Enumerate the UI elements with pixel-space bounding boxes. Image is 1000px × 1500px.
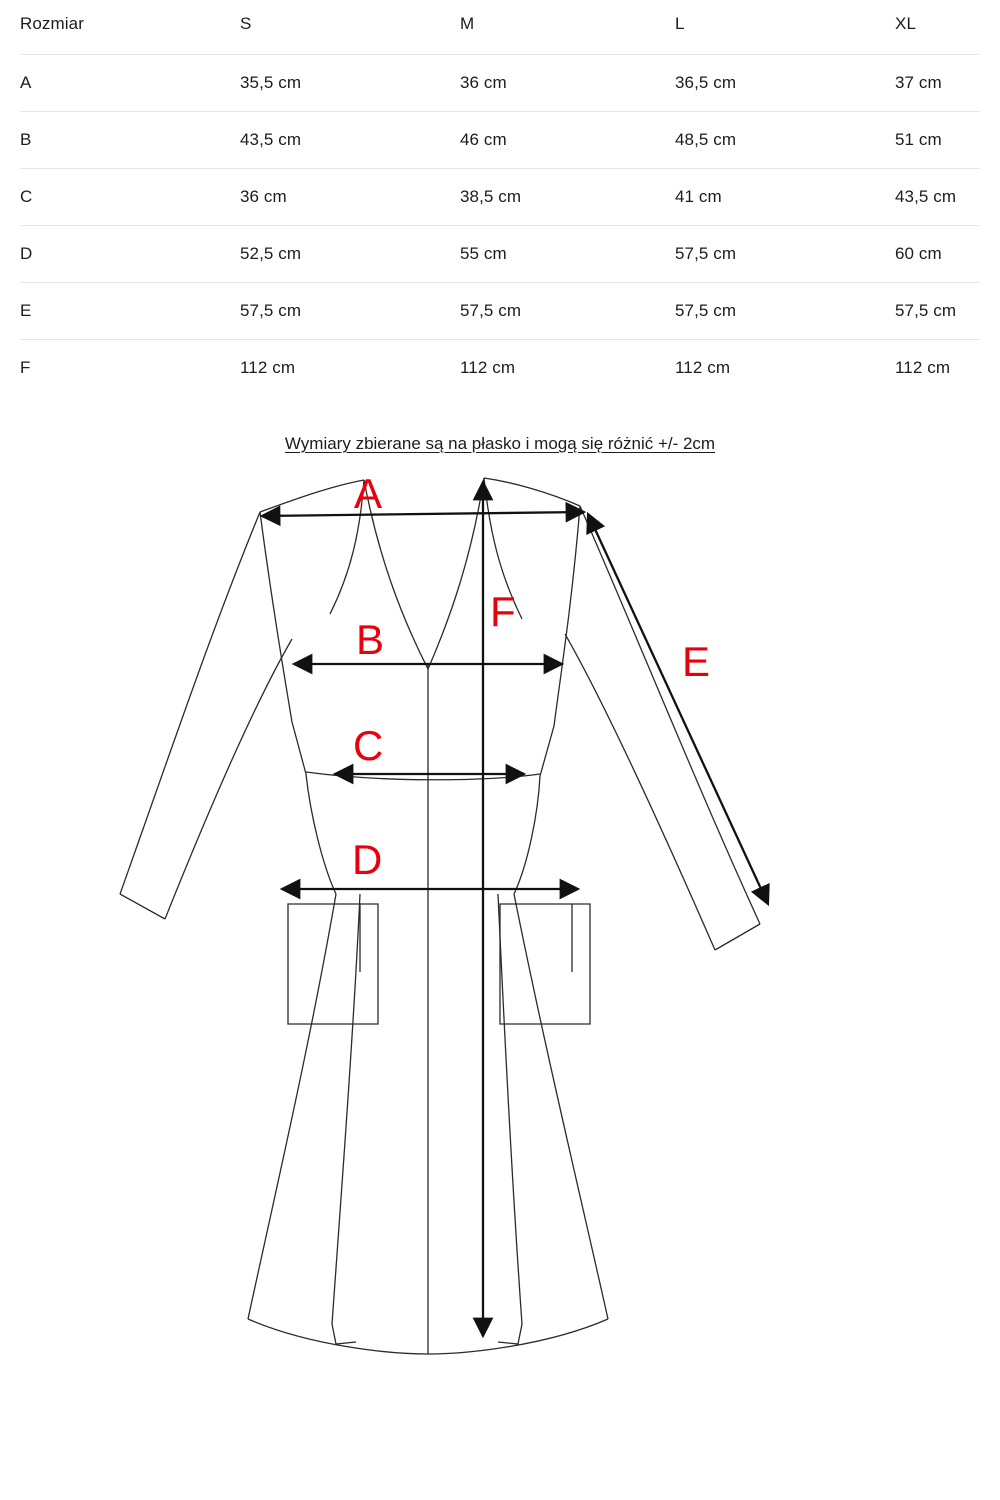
label-e: E	[682, 638, 711, 685]
cell-l: 112 cm	[675, 358, 731, 377]
cell-s: 57,5 cm	[240, 283, 460, 340]
column-header-s: S	[240, 0, 460, 55]
column-header-xl: XL	[895, 0, 980, 55]
table-row	[20, 55, 980, 112]
row-label: F	[20, 358, 31, 377]
table-row	[20, 169, 980, 226]
label-b: B	[356, 616, 385, 663]
table-row	[20, 226, 980, 283]
arrow-e	[588, 514, 768, 904]
cell-l: 57,5 cm	[675, 283, 895, 340]
cell-m: 46 cm	[460, 112, 675, 169]
row-label: B	[20, 112, 240, 169]
label-d: D	[352, 836, 383, 883]
cell-xl: 37 cm	[895, 55, 980, 112]
garment-technical-drawing	[60, 464, 940, 1394]
garment-diagram	[0, 464, 1000, 1394]
row-label: E	[20, 283, 240, 340]
column-header-l: L	[675, 0, 895, 55]
cell-s: 35,5 cm	[240, 55, 460, 112]
cell-xl: 51 cm	[895, 112, 980, 169]
cell-s: 112 cm	[240, 358, 296, 377]
cell-l: 48,5 cm	[675, 112, 895, 169]
cell-m: 55 cm	[460, 226, 675, 283]
cell-m: 57,5 cm	[460, 283, 675, 340]
size-chart-table	[20, 0, 980, 396]
label-c: C	[353, 722, 384, 769]
table-header-row	[20, 0, 980, 55]
cell-s: 43,5 cm	[240, 112, 460, 169]
cell-l: 36,5 cm	[675, 55, 895, 112]
cell-m: 36 cm	[460, 55, 675, 112]
cell-m: 112 cm	[460, 358, 516, 377]
table-row	[20, 112, 980, 169]
cell-s: 36 cm	[240, 169, 460, 226]
row-label: A	[20, 55, 240, 112]
cell-l: 57,5 cm	[675, 226, 895, 283]
cell-xl: 112 cm	[895, 358, 951, 377]
column-header-m: M	[460, 0, 675, 55]
table-row	[20, 340, 980, 397]
column-header-rozmiar: Rozmiar	[20, 0, 240, 55]
table-row	[20, 283, 980, 340]
cell-m: 38,5 cm	[460, 169, 675, 226]
label-a: A	[354, 470, 383, 517]
cell-xl: 57,5 cm	[895, 283, 980, 340]
measurement-note-wrapper	[0, 434, 1000, 454]
cell-xl: 43,5 cm	[895, 169, 980, 226]
coat-outline	[120, 478, 760, 1354]
cell-l: 41 cm	[675, 169, 895, 226]
measurement-note: Wymiary zbierane są na płasko i mogą się różnić +/- 2cm	[284, 434, 716, 453]
label-f: F	[490, 588, 516, 635]
arrow-a	[262, 512, 584, 516]
row-label: D	[20, 226, 240, 283]
cell-xl: 60 cm	[895, 226, 980, 283]
cell-s: 52,5 cm	[240, 226, 460, 283]
row-label: C	[20, 169, 240, 226]
